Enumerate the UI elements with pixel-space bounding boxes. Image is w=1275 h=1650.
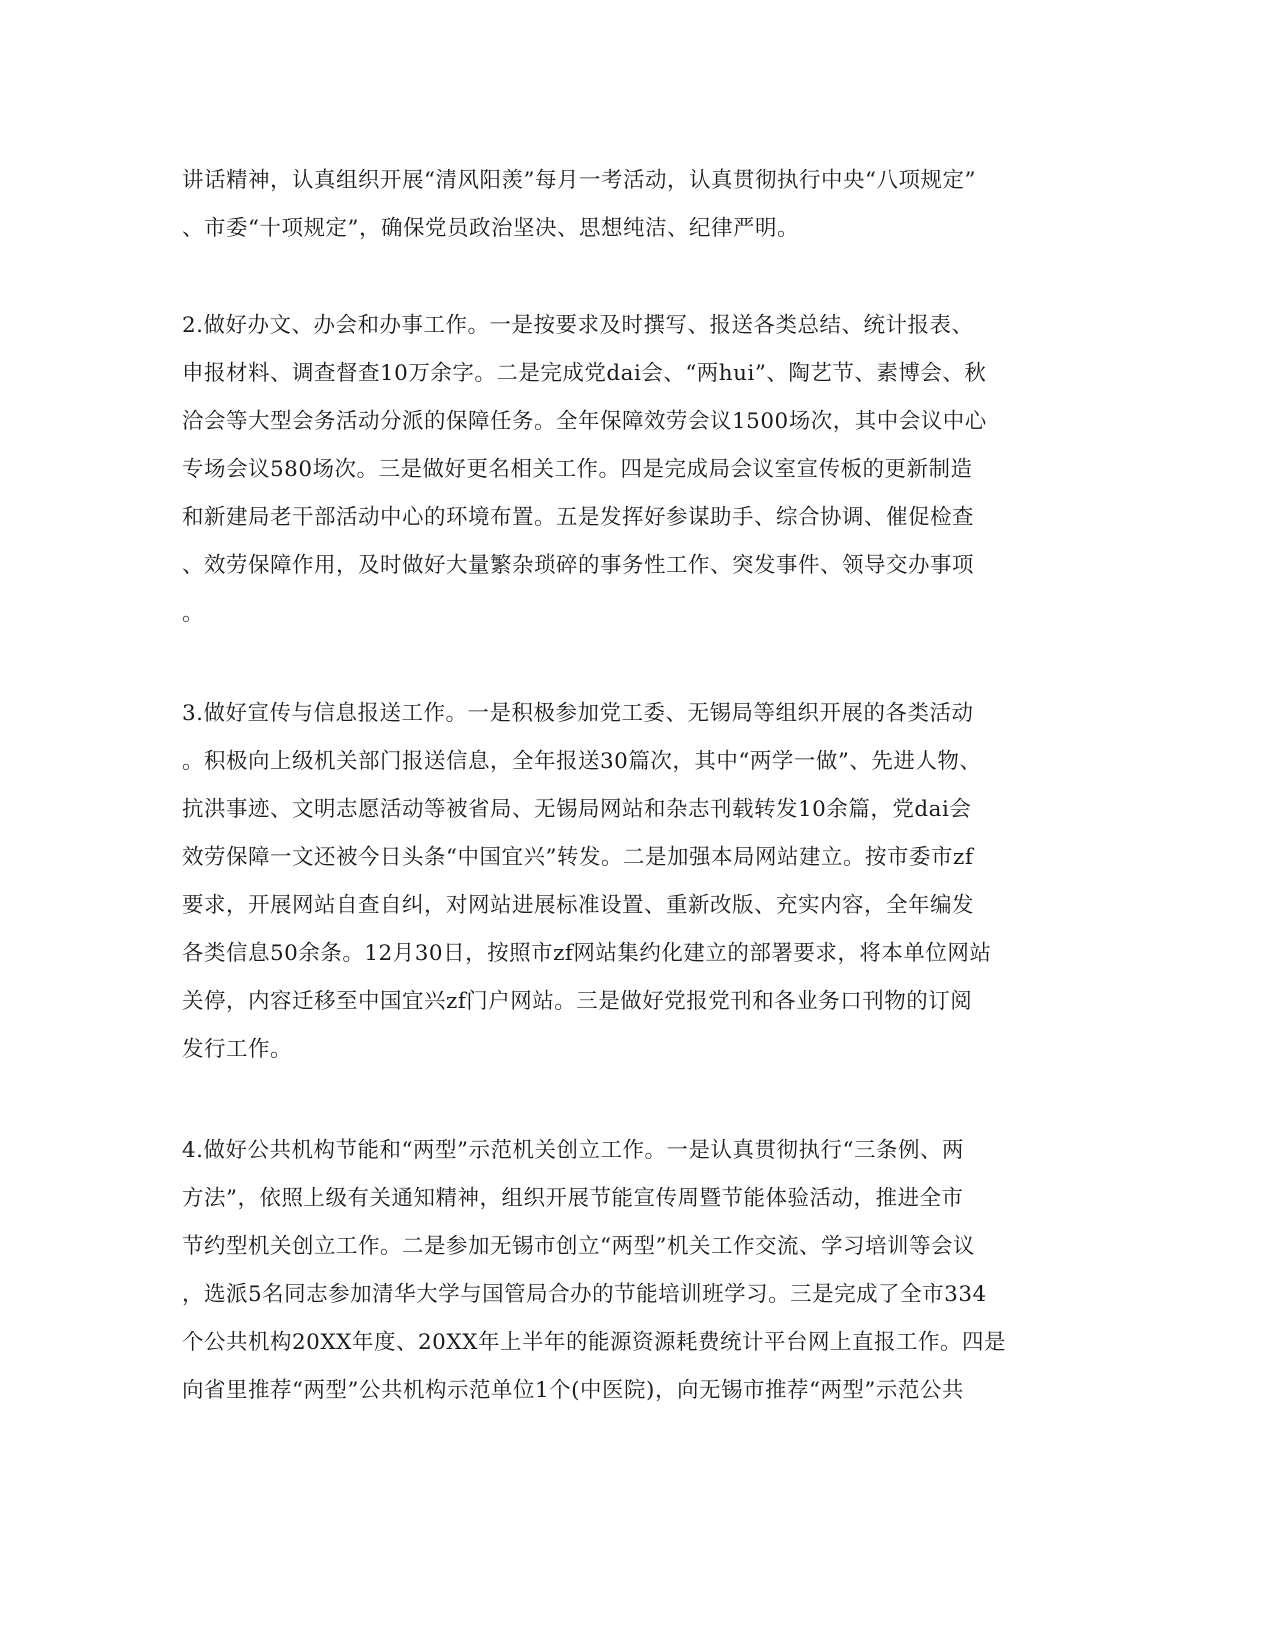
- paragraph-continuation: [182, 157, 1082, 253]
- text-line: 2.做好办文、办会和办事工作。一是按要求及时撰写、报送各类总结、统计报表、: [182, 313, 974, 338]
- text-line: 申报材料、调查督查10万余字。二是完成党dai会、“两hui”、陶艺节、素博会、秋: [182, 361, 987, 386]
- text-line: 4.做好公共机构节能和“两型”示范机关创立工作。一是认真贯彻执行“三条例、两: [182, 1138, 964, 1163]
- text-line: 。积极向上级机关部门报送信息，全年报送30篇次，其中“两学一做”、先进人物、: [182, 749, 982, 774]
- text-line: 节约型机关创立工作。二是参加无锡市创立“两型”机关工作交流、学习培训等会议: [182, 1234, 975, 1259]
- text-line: 、效劳保障作用，及时做好大量繁杂琐碎的事务性工作、突发事件、领导交办事项: [182, 553, 975, 578]
- text-line: 讲话精神，认真组织开展“清风阳羡”每月一考活动，认真贯彻执行中央“八项规定”: [182, 168, 976, 193]
- text-line: 效劳保障一文还被今日头条“中国宜兴”转发。二是加强本局网站建立。按市委市zf: [182, 845, 974, 870]
- text-line: 方法”，依照上级有关通知精神，组织开展节能宣传周暨节能体验活动，推进全市: [182, 1186, 964, 1211]
- text-line: 和新建局老干部活动中心的环境布置。五是发挥好参谋助手、综合协调、催促检查: [182, 505, 975, 530]
- text-line: 3.做好宣传与信息报送工作。一是积极参加党工委、无锡局等组织开展的各类活动: [182, 701, 974, 726]
- text-line: 个公共机构20XX年度、20XX年上半年的能源资源耗费统计平台网上直报工作。四是: [182, 1330, 1006, 1355]
- text-line: ，选派5名同志参加清华大学与国管局合办的节能培训班学习。三是完成了全市334: [182, 1282, 987, 1307]
- text-line: 专场会议580场次。三是做好更名相关工作。四是完成局会议室宣传板的更新制造: [182, 457, 973, 482]
- text-line: 发行工作。: [182, 1037, 293, 1062]
- paragraph-item-3: [182, 690, 1082, 1074]
- text-line: 。: [182, 601, 205, 626]
- paragraph-item-4: [182, 1127, 1082, 1415]
- paragraph-item-2: [182, 302, 1082, 638]
- text-line: 要求，开展网站自查自纠，对网站进展标准设置、重新改版、充实内容，全年编发: [182, 893, 975, 918]
- text-line: 关停，内容迁移至中国宜兴zf门户网站。三是做好党报党刊和各业务口刊物的订阅: [182, 989, 973, 1014]
- text-line: 、市委“十项规定”，确保党员政治坚决、思想纯洁、纪律严明。: [182, 216, 799, 241]
- text-line: 向省里推荐“两型”公共机构示范单位1个(中医院)，向无锡市推荐“两型”示范公共: [182, 1378, 964, 1403]
- text-line: 各类信息50余条。12月30日，按照市zf网站集约化建立的部署要求，将本单位网站: [182, 941, 992, 966]
- text-line: 洽会等大型会务活动分派的保障任务。全年保障效劳会议1500场次，其中会议中心: [182, 409, 987, 434]
- text-line: 抗洪事迹、文明志愿活动等被省局、无锡局网站和杂志刊载转发10余篇，党dai会: [182, 797, 972, 822]
